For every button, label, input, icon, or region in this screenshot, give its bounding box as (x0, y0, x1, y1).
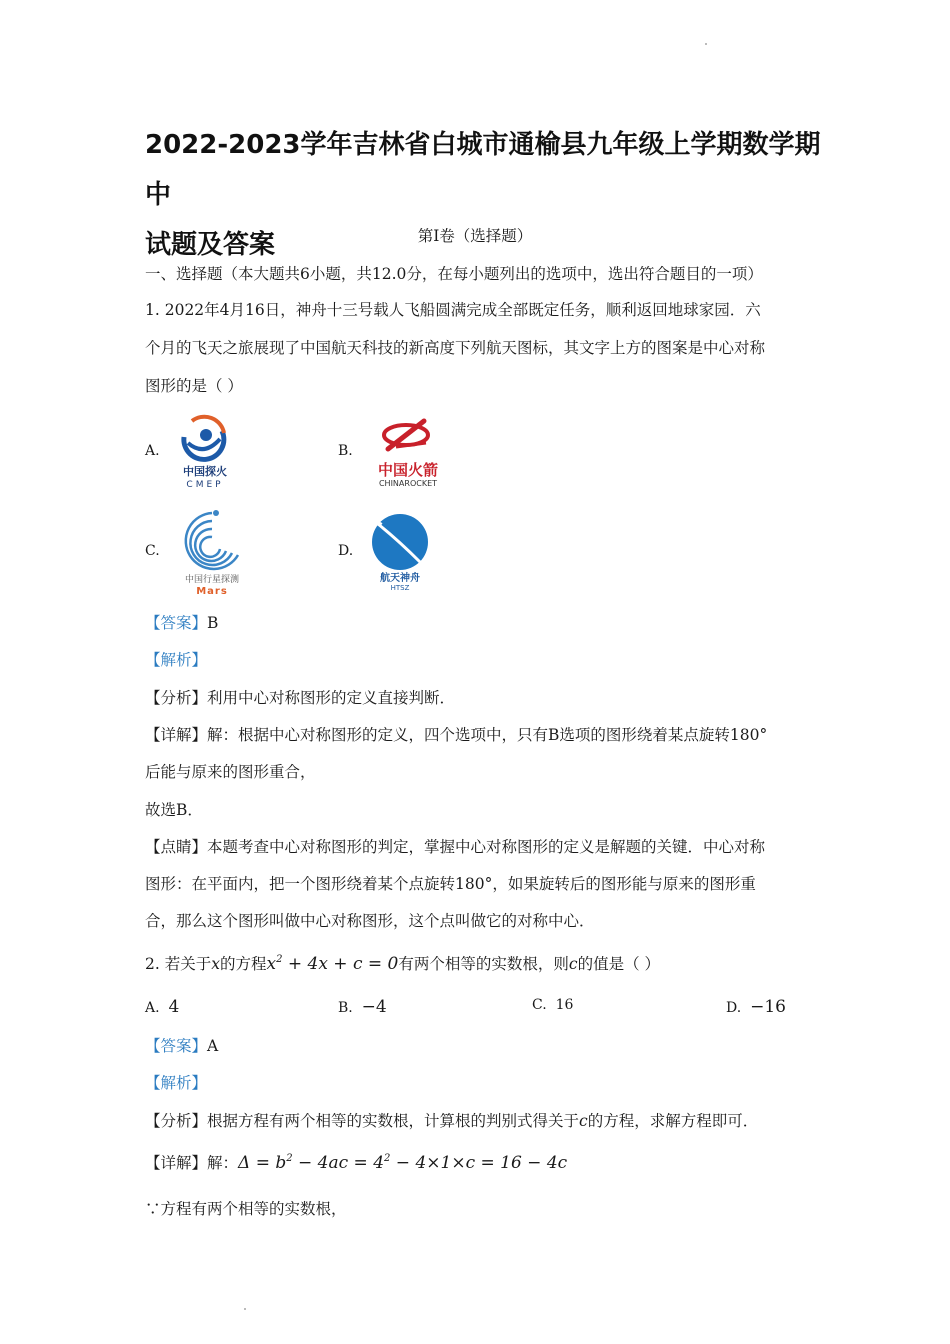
q1-stem-line-3: 图形的是（ ） (145, 377, 243, 395)
q1-option-d-logo (368, 510, 432, 592)
q2-fenxi-post: 的方程，求解方程即可． (587, 1112, 759, 1130)
q2-option-a-value: 4 (168, 997, 180, 1017)
q1-answer-tag: 【答案】 (145, 614, 208, 632)
q2-option-b (338, 997, 387, 1017)
q2-mid2: 有两个相等的实数根，则 (398, 955, 569, 973)
q2-option-c (532, 997, 573, 1013)
q2-eq-rest: + 4x + c = 0 (282, 954, 399, 974)
chinarocket-logo-icon (366, 413, 450, 491)
q2-discriminant-formula (238, 1153, 567, 1173)
title-line-1: 2022-2023学年吉林省白城市通榆县九年级上学期数学期中 (145, 130, 821, 210)
q2-option-c-value: 16 (555, 997, 574, 1013)
q2-option-d (726, 997, 786, 1017)
q2-answer (145, 1034, 218, 1056)
q1-option-c-label: C. (145, 543, 160, 559)
title-line-2: 试题及答案 (145, 230, 276, 260)
chinarocket-en-text: CHINAROCKET (378, 479, 438, 488)
chinarocket-cn-text: 中国火箭 (377, 461, 439, 479)
q2-formula-b-sup: 2 (384, 1153, 391, 1164)
q2-fenxi-var: c (579, 1112, 588, 1130)
mars-en-text: Mars (196, 586, 228, 597)
scan-speck (244, 1308, 246, 1310)
q2-stem (145, 952, 660, 974)
q2-xiangjie-pre: 解： (207, 1154, 239, 1172)
cmep-logo-icon (170, 413, 240, 491)
q1-dianjing-line-2: 图形：在平面内，把一个图形绕着某个点旋转180°，如果旋转后的图形能与原来的图形重 (145, 875, 756, 893)
q1-dianjing-line-1 (145, 835, 765, 857)
q1-option-d-label: D. (338, 543, 354, 559)
q2-mid1: 的方程 (219, 955, 267, 973)
q2-var-x: x (211, 955, 220, 973)
q1-option-c-logo (172, 505, 252, 597)
q2-option-a (145, 997, 179, 1017)
section-heading: 一、选择题（本大题共6小题，共12.0分，在每小题列出的选项中，选出符合题目的一项） (145, 265, 763, 283)
q1-fenxi-tag: 【分析】 (145, 689, 208, 707)
q1-analysis-heading (145, 648, 207, 670)
htsz-cn-text: 航天神舟 (380, 573, 420, 584)
q2-option-d-label: D. (726, 1000, 742, 1016)
q2-answer-tag: 【答案】 (145, 1037, 208, 1055)
q1-xiangjie-line-2: 后能与原来的图形重合， (145, 763, 316, 781)
q1-fenxi (145, 686, 455, 708)
q1-option-a-logo (170, 413, 240, 491)
q1-analysis-tag: 【解析】 (145, 651, 208, 669)
q2-option-d-value: −16 (750, 997, 786, 1017)
q2-formula-a: Δ = b (238, 1153, 287, 1173)
q2-prefix: 2. 若关于 (145, 955, 212, 973)
cmep-cn-text: 中国探火 (183, 465, 227, 478)
q1-dianjing-tag: 【点睛】 (145, 838, 208, 856)
q2-option-b-value: −4 (361, 997, 387, 1017)
q2-eq-sup: 2 (276, 954, 283, 965)
q1-answer-value: B (207, 614, 219, 632)
q2-answer-value: A (207, 1037, 219, 1055)
q2-xiangjie-tag: 【详解】 (145, 1154, 208, 1172)
q2-fenxi (145, 1109, 758, 1131)
q1-option-a-label: A. (145, 443, 160, 459)
q2-option-b-label: B. (338, 1000, 353, 1016)
q2-because-line: ∵方程有两个相等的实数根， (145, 1200, 347, 1218)
q2-fenxi-tag: 【分析】 (145, 1112, 208, 1130)
document-title (145, 120, 825, 270)
mars-cn-text: 中国行星探测 (184, 575, 240, 585)
q1-option-b-label: B. (338, 443, 353, 459)
q1-xiangjie-tag: 【详解】 (145, 726, 208, 744)
q1-xiangjie-text-1: 解：根据中心对称图形的定义，四个选项中，只有B选项的图形绕着某点旋转180° (207, 726, 768, 744)
q2-suffix: 的值是（ ） (577, 955, 660, 973)
q2-xiangjie (145, 1151, 567, 1173)
mars-logo-icon (172, 505, 252, 597)
section-subtitle: 第Ⅰ卷（选择题） (417, 227, 533, 245)
q2-fenxi-pre: 根据方程有两个相等的实数根，计算根的判别式得关于 (207, 1112, 580, 1130)
q2-option-a-label: A. (145, 1000, 160, 1016)
q2-option-c-label: C. (532, 997, 547, 1013)
q1-xiangjie-line-1 (145, 723, 767, 745)
q2-equation (266, 954, 398, 974)
q1-dianjing-text-1: 本题考查中心对称图形的判定，掌握中心对称图形的定义是解题的关键．中心对称 (207, 838, 766, 856)
htsz-en-text: HTSZ (390, 584, 410, 592)
q1-option-b-logo (366, 413, 450, 491)
q2-analysis-tag: 【解析】 (145, 1074, 208, 1092)
q2-var-c: c (568, 955, 578, 973)
q2-formula-a-sup: 2 (286, 1153, 293, 1164)
q1-stem-line-2: 个月的飞天之旅展现了中国航天科技的新高度下列航天图标，其文字上方的图案是中心对称 (145, 339, 766, 357)
q2-analysis-heading (145, 1071, 207, 1093)
q1-dianjing-line-3: 合，那么这个图形叫做中心对称图形，这个点叫做它的对称中心． (145, 912, 595, 930)
htsz-logo-icon (368, 510, 432, 592)
q2-eq-x: x (266, 954, 277, 974)
q1-stem-line-1: 1. 2022年4月16日，神舟十三号载人飞船圆满完成全部既定任务，顺利返回地球家园．六 (145, 301, 761, 319)
q1-fenxi-text: 利用中心对称图形的定义直接判断． (207, 689, 456, 707)
q1-xiangjie-line-3: 故选B． (145, 801, 203, 819)
q2-formula-c: − 4×1×c = 16 − 4c (390, 1153, 568, 1173)
q1-answer (145, 611, 218, 633)
q2-formula-b: − 4ac = 4 (292, 1153, 385, 1173)
scan-speck (705, 43, 707, 45)
cmep-en-text: CMEP (186, 480, 224, 490)
